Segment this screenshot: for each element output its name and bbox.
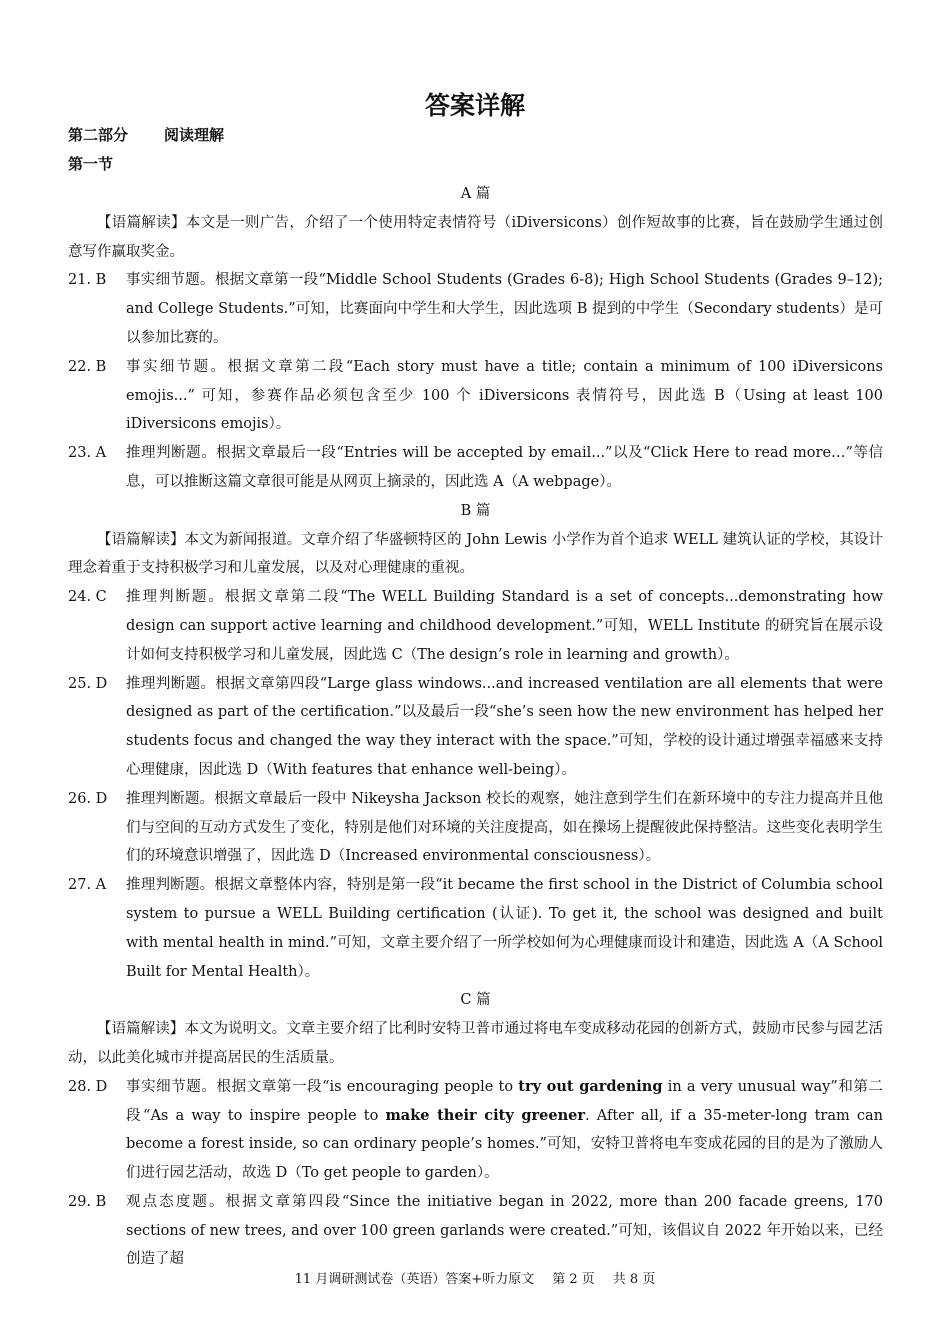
answer-explanation: 推理判断题。根据文章第四段“Large glass windows...and increased ventilation are all elements that were designed as part of the certification.”以及最后一段“she’s seen how the new environment has helped her students focus and changed the way they interact with the space.”可知，学校的设计通过增强幸福感来支持心理健康，因此选 D（With features that enhance well-being）。	[126, 675, 883, 778]
answer-letter: D	[95, 1078, 108, 1095]
answer-letter: B	[95, 272, 107, 289]
emphasis-text: try out gardening	[518, 1077, 663, 1095]
question-number: 28. D	[68, 1078, 108, 1095]
answer-letter: B	[95, 1193, 107, 1210]
answer-explanation: 事实细节题。根据文章第一段“Middle School Students (Grades 6-8); High School Students (Grades 9–12); and College Students.”可知，比赛面向中学生和大学生，因此选项 B 提到的中学生（Secondary students）是可以参加比赛的。	[126, 272, 883, 346]
question-number: 24. C	[68, 589, 107, 606]
answer-item	[68, 266, 883, 352]
answer-item	[68, 1188, 883, 1274]
passage-summary: 【语篇解读】本文是一则广告，介绍了一个使用特定表情符号（iDiversicons）创作短故事的比赛，旨在鼓励学生通过创意写作赢取奖金。	[68, 214, 883, 260]
page-title: 答案详解	[424, 91, 525, 120]
answer-item	[68, 1073, 883, 1188]
answer-explanation: 推理判断题。根据文章第二段“The WELL Building Standard is a set of concepts...demonstrating how design can support active learning and childhood development.”可知，WELL Institute 的研究旨在展示设计如何支持积极学习和儿童发展，因此选 C（The design’s role in learning and growth）。	[126, 589, 883, 663]
footer-total-pages: 共 8 页	[612, 1272, 656, 1287]
answer-content	[68, 180, 883, 1274]
question-number: 29. B	[68, 1193, 107, 1210]
question-number: 22. B	[68, 358, 107, 375]
question-number: 21. B	[68, 272, 107, 289]
answer-explanation: 观点态度题。根据文章第四段“Since the initiative began in 2022, more than 200 facade greens, 170 sections of new trees, and over 100 green garlands were created.”可知，该倡议自 2022 年开始以来，已经创造了超	[126, 1193, 883, 1268]
answer-letter: A	[95, 877, 107, 894]
answer-letter: D	[95, 675, 108, 692]
part-name: 阅读理解	[164, 126, 225, 144]
answer-letter: A	[95, 445, 107, 462]
answer-item	[68, 871, 883, 986]
answer-letter: C	[95, 589, 107, 606]
answer-explanation: 推理判断题。根据文章整体内容，特别是第一段“it became the first school in the District of Columbia school system to pursue a WELL Building certification (认证). To get it, the school was designed and built with mental health in mind.”可知，文章主要介绍了一所学校如何为心理健康而设计和建造，因此选 A（A School Built for Mental Health）。	[126, 877, 883, 980]
question-number: 23. A	[68, 445, 107, 462]
answer-letter: B	[95, 358, 107, 375]
question-number: 26. D	[68, 790, 108, 807]
emphasis-text: make their city greener	[385, 1106, 585, 1124]
passage-heading: A 篇	[460, 186, 491, 202]
answer-item	[68, 353, 883, 439]
answer-explanation: 推理判断题。根据文章最后一段中 Nikeysha Jackson 校长的观察，她注意到学生们在新环境中的专注力提高并且他们与空间的互动方式发生了变化，特别是他们对环境的关注度提高，如在操场上提醒彼此保持整洁。这些变化表明学生们的环境意识增强了，因此选 D（Increased environmental consciousness）。	[126, 790, 883, 865]
passage-summary: 【语篇解读】本文为新闻报道。文章介绍了华盛顿特区的 John Lewis 小学作为首个追求 WELL 建筑认证的学校，其设计理念着重于支持积极学习和儿童发展，以及对心理健康的重视。	[68, 531, 883, 577]
part-heading	[68, 124, 224, 145]
answer-letter: D	[95, 790, 108, 807]
question-number: 25. D	[68, 675, 108, 692]
answer-explanation: 事实细节题。根据文章第一段“is encouraging people to try out gardening in a very unusual way”和第二段“As a way to inspire people to make their city greener. After all, if a 35-meter-long tram can become a forest inside, so can ordinary people’s homes.”可知，安特卫普将电车变成花园的目的是为了激励人们进行园艺活动，故选 D（To get people to garden）。	[126, 1077, 884, 1182]
part-label: 第二部分	[68, 126, 129, 144]
answer-explanation: 事实细节题。根据文章第二段“Each story must have a title; contain a minimum of 100 iDiversicons emojis...” 可知，参赛作品必须包含至少 100 个 iDiversicons 表情符号，因此选 B（Using at least 100 iDiversicons emojis）。	[126, 358, 883, 433]
answer-item	[68, 785, 883, 871]
answer-item	[68, 439, 883, 497]
answer-item	[68, 583, 883, 669]
footer-doc-title: 11 月调研测试卷（英语）答案+听力原文	[294, 1272, 535, 1287]
question-number: 27. A	[68, 877, 107, 894]
answer-explanation: 推理判断题。根据文章最后一段“Entries will be accepted by email...”以及“Click Here to read more…”等信息，可以推断这篇文章很可能是从网页上摘录的，因此选 A（A webpage）。	[126, 445, 883, 490]
passage-heading: C 篇	[460, 992, 491, 1009]
section-heading: 第一节	[68, 155, 114, 173]
passage-summary: 【语篇解读】本文为说明文。文章主要介绍了比利时安特卫普市通过将电车变成移动花园的创新方式，鼓励市民参与园艺活动，以此美化城市并提高居民的生活质量。	[68, 1021, 883, 1066]
page-footer	[0, 1268, 950, 1287]
footer-page-number: 第 2 页	[552, 1272, 595, 1287]
answer-item	[68, 670, 883, 785]
passage-heading: B 篇	[460, 502, 491, 519]
